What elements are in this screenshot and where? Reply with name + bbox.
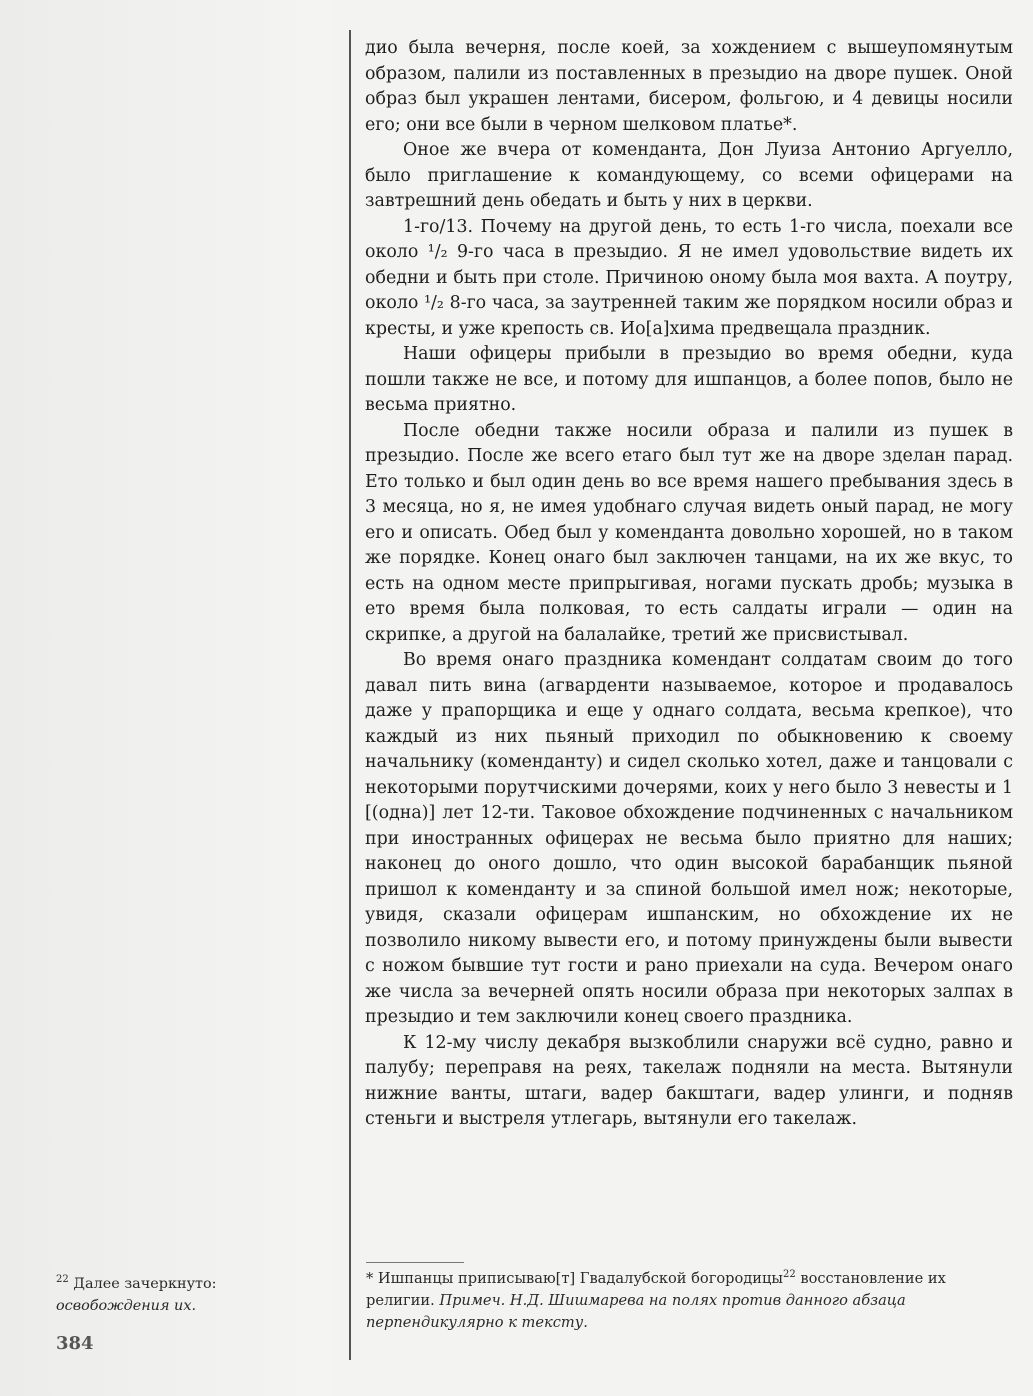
margin-area — [0, 0, 330, 1396]
footnote — [366, 1268, 1014, 1334]
page-number: 384 — [56, 1333, 94, 1354]
sidenote-marker: 22 — [56, 1274, 69, 1286]
footnote-italic: Примеч. Н.Д. Шишмарева на полях против данного абзаца перпендикулярно к тексту. — [366, 1292, 906, 1331]
paragraph-4: Наши офицеры прибыли в презыдио во время обедни, куда пошли также не все, и потому для ишпанцов, а более попов, было не весьма приятно. — [365, 344, 1013, 415]
footnote-separator — [366, 1262, 464, 1263]
footnote-marker: 22 — [782, 1269, 796, 1281]
paragraph-2: Оное же вчера от коменданта, Дон Луиза Антонио Аргуелло, было приглашение к командующему, со всеми офицерами на завтрешний день обедать и быть у них в церкви. — [365, 140, 1013, 211]
footnote-text: * Ишпанцы приписываю[т] Гвадалубской богородицы — [366, 1270, 783, 1287]
paragraph-5: После обедни также носили образа и палили из пушек в презыдио. После же всего етаго был тут же на дворе зделан парад. Ето только и был один день во все время нашего пребывания здесь в 3 месяца, но я, не имея удобнаго случая видеть оный парад, не могу его и описать. Обед был у коменданта довольно хорошей, но в таком же порядке. Конец онаго был заключен танцами, на их же вкус, то есть на одном месте припрыгивая, ногами пускать дробь; музыка в ето время была полковая, то есть салдаты играли — один на скрипке, а другой на балалайке, третий же присвистывал. — [365, 420, 1013, 645]
paragraph-6: Во время онаго праздника комендант солдатам своим до того давал пить вина (агварденти называемое, которое и продавалось даже у прапорщика и еще у однаго солдата, весьма крепкое), что каждый из них пьяный приходил по обыкновению к своему начальнику (коменданту) и сидел сколько хотел, даже и танцовали с некоторыми порутчискими дочерями, коих у него было 3 невесты и 1 [(одна)] лет 12-ти. Таковое обхождение подчиненных с начальником при иностранных офицерах не весьма было приятно для наших; наконец до оного дошло, что один высокой барабанщик пьяной пришол к коменданту и за спиной большой имел нож; некоторые, увидя, сказали офицерам ишпанским, но обхождение их не позволило никому вывести его, и потому принуждены были вывести с ножом бывшие тут гости и рано приехали на суда. Вечером онаго же числа за вечерней опять носили образа при некоторых залпах в презыдио и тем заключили конец своего праздника. — [365, 650, 1013, 1027]
paragraph-1: дио была вечерня, после коей, за хождением с вышеупомянутым образом, палили из поставленных в презыдио на дворе пушек. Оной образ был украшен лентами, бисером, фольгою, и 4 девицы носили его; они все были в черном шелковом платье*. — [365, 38, 1013, 135]
paragraph-7: К 12-му числу декабря вызкоблили снаружи всё судно, равно и палубу; переправя на реях, такелаж подняли на места. Вытянули нижние ванты, штаги, вадер бакштаги, вадер улинги, и подняв стеньги и выстреля утлегарь, вытянули его такелаж. — [365, 1032, 1013, 1129]
sidenote-label: Далее зачеркнуто: — [68, 1276, 217, 1292]
paragraph-3: 1-го/13. Почему на другой день, то есть 1-го числа, поехали все около ¹/₂ 9-го часа в презыдио. Я не имел удовольствие видеть их обедни и быть при столе. Причиною оному была моя вахта. А поутру, около ¹/₂ 8-го часа, за заутренней таким же порядком носили образ и кресты, и уже крепость св. Ио[а]хима предвещала праздник. — [365, 216, 1013, 339]
column-rule — [349, 30, 351, 1360]
footnote-text-cont: восстановление их религии. — [366, 1270, 946, 1309]
sidenote — [56, 1273, 331, 1317]
main-text — [365, 36, 1013, 1133]
sidenote-italic: освобождения их. — [56, 1298, 197, 1314]
